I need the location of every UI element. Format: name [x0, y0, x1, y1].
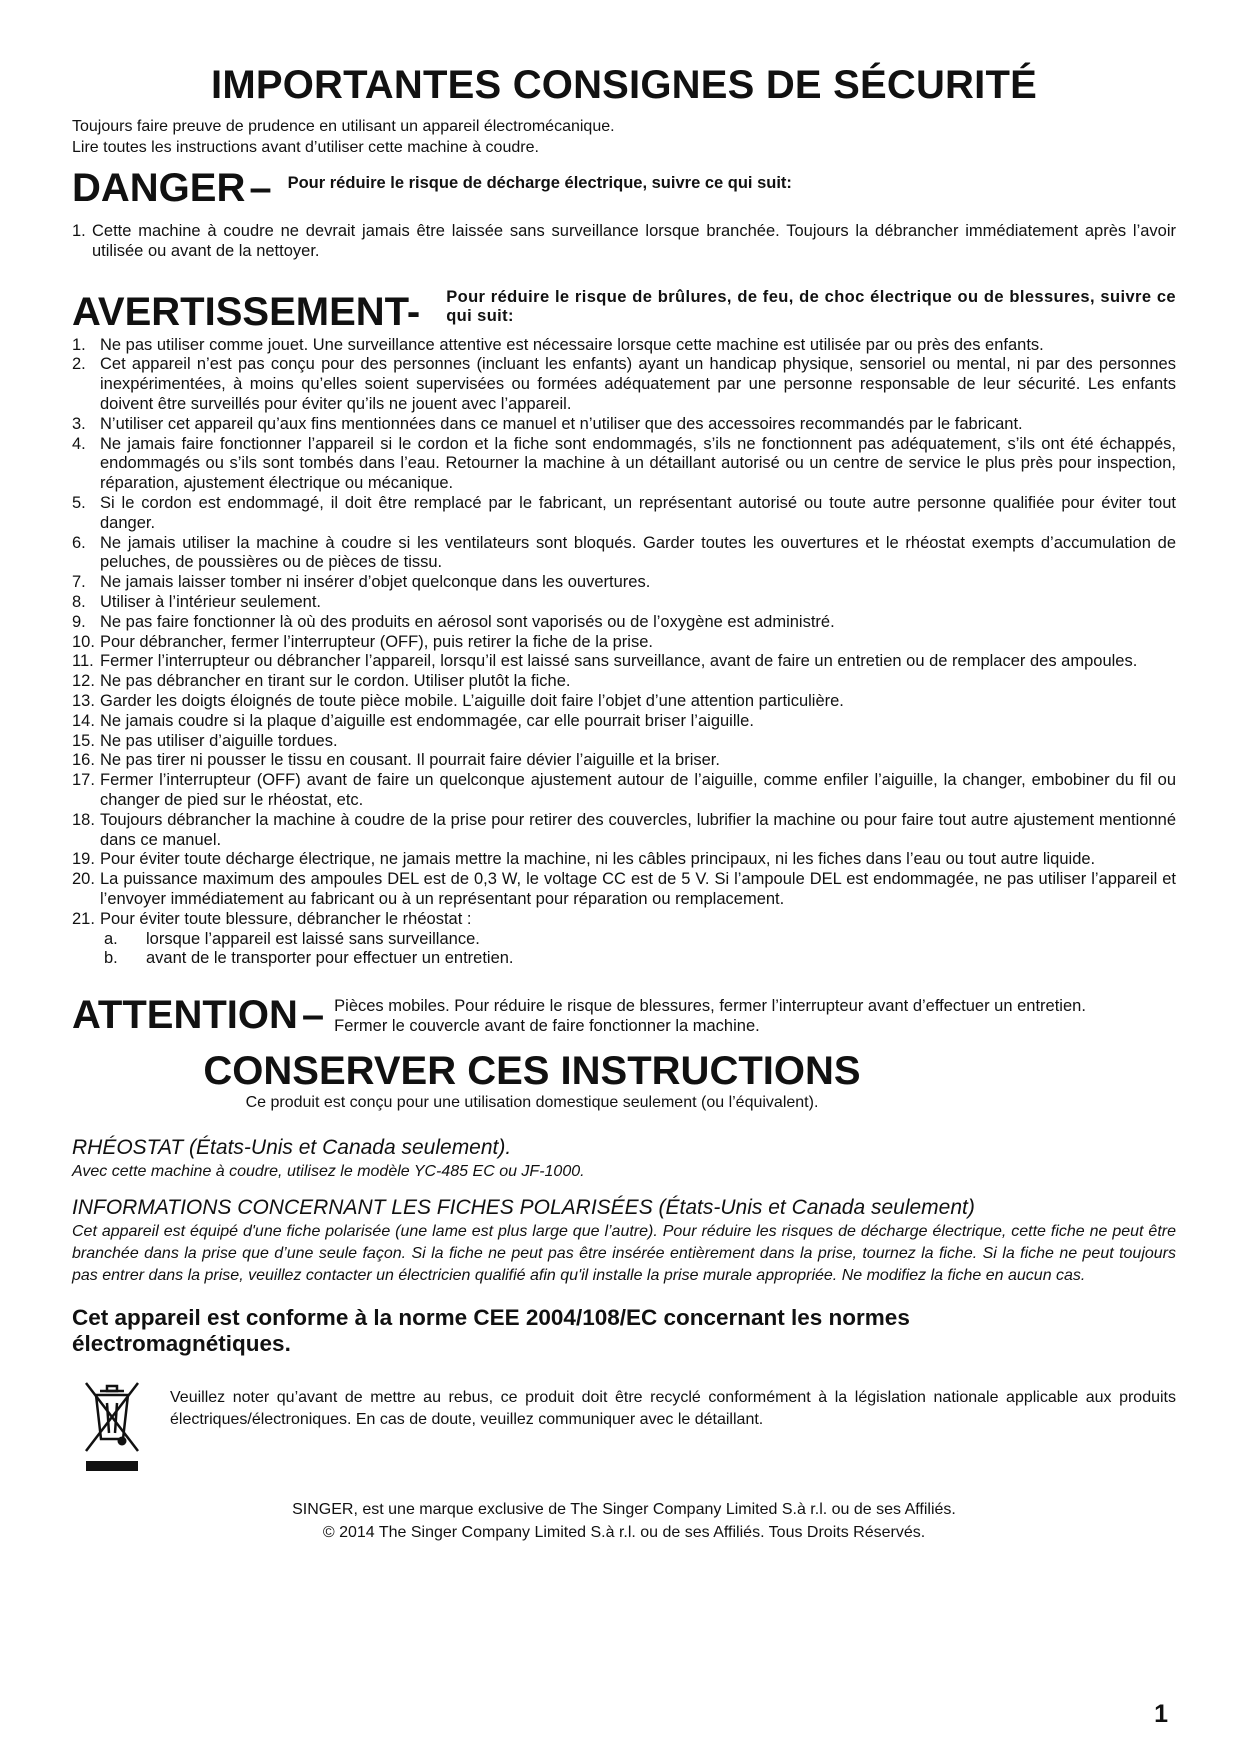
footer-copyright: © 2014 The Singer Company Limited S.à r.l. ou de ses Affiliés. Tous Droits Réservés. [322, 1524, 926, 1542]
danger-heading: DANGER [72, 166, 246, 210]
danger-header [72, 166, 1176, 210]
list-item [72, 910, 1176, 930]
item-number: 15. [72, 731, 95, 750]
polarized-text: Cet appareil est équipé d'une fiche polarisée (une lame est plus large que l’autre). Pour réduire les risques de décharge électrique, cette fiche ne peut être branchée dans la prise que d’une seule façon. Si la fiche ne peut pas être insérée entièrement dans la prise, tournez la fiche. Si la fiche ne peut toujours pas entrer dans la prise, veuillez contacter un électricien qualifié afin qu'il installe la prise murale appropriée. Ne modifiez la fiche en aucun cas. [72, 1223, 1176, 1285]
list-item [72, 732, 1176, 752]
item-text: Toujours débrancher la machine à coudre de la prise pour retirer des couvercles, lubrifier la machine ou pour faire tout autre ajustement mentionné dans ce manuel. [100, 810, 1176, 849]
cee-statement: Cet appareil est conforme à la norme CEE 2004/108/EC concernant les normes électromagnétiques. [72, 1305, 910, 1357]
conserve-subtitle: Ce produit est conçu pour une utilisation domestique seulement (ou l’équivalent). [245, 1094, 819, 1112]
sub-item [104, 930, 1176, 950]
rheostat-section [72, 1135, 1176, 1183]
recycle-section [72, 1377, 1176, 1478]
item-number: 1. [72, 222, 86, 240]
list-item [72, 593, 1176, 613]
attention-dash: – [301, 993, 325, 1038]
list-item [72, 652, 1176, 672]
item-text: N’utiliser cet appareil qu’aux fins mentionnées dans ce manuel et n’utiliser que des accessoires recommandés par le fabricant. [100, 414, 1023, 433]
item-number: 9. [72, 612, 86, 631]
intro [72, 116, 1176, 158]
item-text: La puissance maximum des ampoules DEL est de 0,3 W, le voltage CC est de 5 V. Si l’ampoule DEL est endommagée, ne pas utiliser l’appareil et l’envoyer immédiatement au fabricant ou à un représentant pour réparation ou remplacement. [100, 870, 1176, 908]
page-title: IMPORTANTES CONSIGNES DE SÉCURITÉ [211, 63, 1037, 107]
item-text: Ne jamais laisser tomber ni insérer d’objet quelconque dans les ouvertures. [100, 573, 651, 592]
item-number: 10. [72, 632, 95, 651]
item-text: Ne pas faire fonctionner là où des produits en aérosol sont vaporisés ou de l’oxygène est administré. [100, 612, 835, 631]
list-item [72, 672, 1176, 692]
danger-dash: – [249, 166, 272, 210]
list-item [72, 534, 1176, 574]
item-number: 16. [72, 751, 95, 770]
item-text: Pour débrancher, fermer l’interrupteur (OFF), puis retirer la fiche de la prise. [100, 632, 653, 651]
item-number: 20. [72, 870, 95, 889]
sub-item-text: avant de le transporter pour effectuer un entretien. [146, 949, 514, 968]
item-text: Cet appareil n’est pas conçu pour des personnes (incluant les enfants) ayant un handicap physique, sensoriel ou mental, ni par des personnes inexpérimentées, à moins qu’elles soient supervisées ou formées adéquatement par une personne responsable de leur sécurité. Les enfants doivent être surveillés pour éviter qu’ils ne jouent avec l’appareil. [100, 355, 1176, 413]
list-item [72, 751, 1176, 771]
polarized-section [72, 1195, 1176, 1287]
rheostat-text: Avec cette machine à coudre, utilisez le modèle YC-485 EC ou JF-1000. [72, 1163, 585, 1181]
conserve-block [72, 1049, 882, 1113]
item-number: 14. [72, 711, 95, 730]
sub-item-text: lorsque l’appareil est laissé sans surveillance. [146, 929, 480, 948]
sub-item-letter: a. [104, 929, 118, 948]
document-page [72, 62, 1176, 1544]
item-number: 18. [72, 810, 95, 829]
item-text: Ne pas utiliser d’aiguille tordues. [100, 731, 338, 750]
item-number: 13. [72, 691, 95, 710]
item-text: Si le cordon est endommagé, il doit être remplacé par le fabricant, un représentant autorisé ou toute autre personne qualifiée pour éviter tout danger. [100, 493, 1176, 532]
list-item [72, 613, 1176, 633]
item-number: 3. [72, 414, 86, 433]
item-number: 8. [72, 592, 86, 611]
item-text: Garder les doigts éloignés de toute pièce mobile. L’aiguille doit faire l’objet d’une attention particulière. [100, 691, 844, 710]
list-item [72, 435, 1176, 494]
item-text: Cette machine à coudre ne devrait jamais être laissée sans surveillance lorsque branchée. Toujours la débrancher immédiatement après l’avoir utilisée ou avant de la nettoyer. [92, 222, 1176, 260]
warning-heading: AVERTISSEMENT- [72, 289, 421, 334]
polarized-heading: INFORMATIONS CONCERNANT LES FICHES POLARISÉES (États-Unis et Canada seulement) [72, 1196, 975, 1220]
item-text: Utiliser à l’intérieur seulement. [100, 592, 322, 611]
list-item [72, 222, 1176, 262]
item-number: 6. [72, 533, 86, 552]
item-number: 1. [72, 335, 86, 354]
warning-subitems [72, 930, 1176, 970]
danger-list [72, 222, 1176, 262]
attention-heading: ATTENTION [72, 993, 298, 1038]
list-item [72, 712, 1176, 732]
intro-line: Lire toutes les instructions avant d’utiliser cette machine à coudre. [72, 139, 539, 156]
item-text: Fermer l’interrupteur (OFF) avant de faire un quelconque ajustement autour de l’aiguille, comme enfiler l’aiguille, la changer, embobiner du fil ou changer de pied sur le rhéostat, etc. [100, 771, 1176, 809]
item-number: 19. [72, 850, 95, 869]
list-item [72, 494, 1176, 534]
intro-line: Toujours faire preuve de prudence en utilisant un appareil électromécanique. [72, 118, 615, 135]
attention-header [72, 993, 1176, 1037]
attention-text: Pièces mobiles. Pour réduire le risque de blessures, fermer l’interrupteur avant d’effectuer un entretien. Fermer le couvercle avant de faire fonctionner la machine. [334, 997, 1086, 1036]
list-item [72, 573, 1176, 593]
footer [72, 1498, 1176, 1544]
list-item [72, 336, 1176, 356]
list-item [72, 870, 1176, 910]
item-number: 4. [72, 434, 86, 453]
warning-list [72, 336, 1176, 930]
list-item [72, 692, 1176, 712]
item-text: Ne jamais coudre si la plaque d’aiguille est endommagée, car elle pourrait briser l’aiguille. [100, 711, 754, 730]
item-number: 7. [72, 573, 86, 592]
list-item [72, 355, 1176, 414]
item-number: 11. [72, 652, 94, 671]
warning-subtitle: Pour réduire le risque de brûlures, de feu, de choc électrique ou de blessures, suivre ce qui suit: [446, 287, 1176, 325]
item-text: Fermer l’interrupteur ou débrancher l’appareil, lorsqu’il est laissé sans surveillance, avant de faire un entretien ou de remplacer des ampoules. [100, 652, 1138, 671]
recycle-text: Veuillez noter qu’avant de mettre au rebus, ce produit doit être recyclé conformément à la législation nationale applicable aux produits électriques/électroniques. En cas de doute, veuillez communiquer avec le détaillant. [170, 1389, 1176, 1429]
item-text: Ne jamais faire fonctionner l’appareil si le cordon et la fiche sont endommagés, s’ils ne fonctionnent pas adéquatement, s’ils ont été échappés, endommagés ou s’ils sont tombés dans l’eau. Retourner la machine à un détaillant autorisé ou un centre de service le plus près pour inspection, réparation, ajustement électrique ou mécanique. [100, 434, 1176, 493]
warning-header [72, 288, 1176, 334]
weee-crossed-bin-icon [82, 1377, 142, 1478]
list-item [72, 633, 1176, 653]
sub-item [104, 949, 1176, 969]
danger-subtitle: Pour réduire le risque de décharge électrique, suivre ce qui suit: [287, 174, 792, 192]
footer-trademark: SINGER, est une marque exclusive de The Singer Company Limited S.à r.l. ou de ses Affiliés. [292, 1501, 956, 1519]
page-number: 1 [1154, 1700, 1168, 1728]
rheostat-heading: RHÉOSTAT (États-Unis et Canada seulement). [72, 1136, 512, 1160]
item-number: 5. [72, 493, 86, 512]
list-item [72, 811, 1176, 851]
list-item [72, 771, 1176, 811]
item-number: 12. [72, 672, 95, 691]
item-text: Ne pas tirer ni pousser le tissu en cousant. Il pourrait faire dévier l’aiguille et la briser. [100, 751, 720, 770]
item-text: Ne pas utiliser comme jouet. Une surveillance attentive est nécessaire lorsque cette machine est utilisée par ou près des enfants. [100, 335, 1044, 354]
item-text: Ne pas débrancher en tirant sur le cordon. Utiliser plutôt la fiche. [100, 672, 571, 691]
item-number: 21. [72, 909, 95, 928]
item-number: 17. [72, 771, 95, 790]
list-item [72, 415, 1176, 435]
list-item [72, 850, 1176, 870]
sub-item-letter: b. [104, 949, 118, 968]
item-text: Pour éviter toute blessure, débrancher le rhéostat : [100, 909, 472, 928]
item-text: Ne jamais utiliser la machine à coudre si les ventilateurs sont bloqués. Garder toutes les ouvertures et le rhéostat exempts d’accumulation de peluches, de poussières ou de pièces de tissu. [100, 533, 1176, 572]
conserve-heading: CONSERVER CES INSTRUCTIONS [203, 1049, 861, 1094]
item-number: 2. [72, 355, 86, 374]
item-text: Pour éviter toute décharge électrique, ne jamais mettre la machine, ni les câbles principaux, ni les fiches dans l’eau ou tout autre liquide. [100, 850, 1096, 869]
